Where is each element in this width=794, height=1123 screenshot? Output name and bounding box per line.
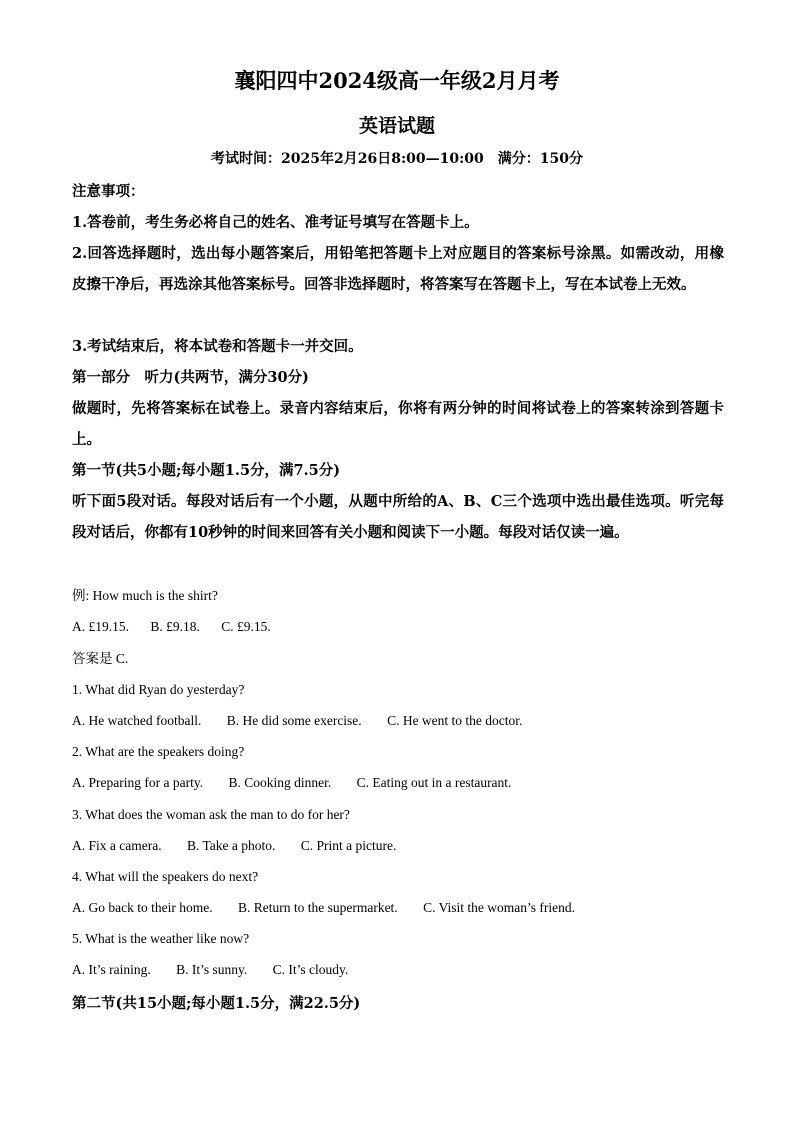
question-2-option-c: C. Eating out in a restaurant. <box>356 775 512 790</box>
section1-instruction: 听下面5段对话。每段对话后有一个小题，从题中所给的A、B、C三个选项中选出最佳选项。听完每段对话后，你都有10秒钟的时间来回答有关小题和阅读下一小题。每段对话仅读一遍。 <box>72 493 724 541</box>
notice-item-1: 1.答卷前，考生务必将自己的姓名、准考证号填写在答题卡上。 <box>72 214 479 231</box>
question-1-option-b: B. He did some exercise. <box>226 713 362 728</box>
example-answer: 答案是 C. <box>72 651 129 666</box>
question-2-option-a: A. Preparing for a party. <box>72 775 204 790</box>
question-5: 5. What is the weather like now? <box>72 931 250 946</box>
question-5-option-c: C. It’s cloudy. <box>272 962 349 977</box>
part1-instruction: 做题时，先将答案标在试卷上。录音内容结束后，你将有两分钟的时间将试卷上的答案转涂到答题卡上。 <box>72 400 724 448</box>
section2-heading: 第二节(共15小题;每小题1.5分，满22.5分) <box>72 995 361 1012</box>
question-2: 2. What are the speakers doing? <box>72 744 245 759</box>
question-1: 1. What did Ryan do yesterday? <box>72 682 245 697</box>
example-option-a: A. £19.15. <box>72 619 129 634</box>
question-4-option-b: B. Return to the supermarket. <box>237 900 398 915</box>
notice-item-2: 2.回答选择题时，选出每小题答案后，用铅笔把答题卡上对应题目的答案标号涂黑。如需改动，用橡皮擦干净后，再选涂其他答案标号。回答非选择题时，将答案写在答题卡上，写在本试卷上无效。 <box>72 245 724 293</box>
question-5-options <box>72 960 724 980</box>
question-5-option-a: A. It’s raining. <box>72 962 151 977</box>
question-2-options <box>72 773 724 793</box>
question-4-option-c: C. Visit the woman’s friend. <box>423 900 575 915</box>
example-option-b: B. £9.18. <box>150 619 200 634</box>
question-1-option-a: A. He watched football. <box>72 713 202 728</box>
question-2-option-b: B. Cooking dinner. <box>228 775 332 790</box>
question-4-option-a: A. Go back to their home. <box>72 900 213 915</box>
question-3-option-b: B. Take a photo. <box>186 838 276 853</box>
exam-title: 襄阳四中2024级高一年级2月月考 <box>234 68 560 93</box>
question-3-option-a: A. Fix a camera. <box>72 838 162 853</box>
question-1-options <box>72 711 724 731</box>
section1-heading: 第一节(共5小题;每小题1.5分，满7.5分) <box>72 462 341 479</box>
exam-subject: 英语试题 <box>358 115 435 137</box>
question-4: 4. What will the speakers do next? <box>72 869 259 884</box>
notice-item-3: 3.考试结束后，将本试卷和答题卡一并交回。 <box>72 338 363 355</box>
question-3: 3. What does the woman ask the man to do for her? <box>72 807 350 822</box>
example-options <box>72 617 724 637</box>
part1-heading: 第一部分 听力(共两节，满分30分) <box>72 369 309 386</box>
question-1-option-c: C. He went to the doctor. <box>387 713 523 728</box>
example-option-c: C. £9.15. <box>221 619 271 634</box>
question-3-option-c: C. Print a picture. <box>300 838 397 853</box>
question-4-options <box>72 898 724 918</box>
question-5-option-b: B. It’s sunny. <box>176 962 248 977</box>
question-3-options <box>72 836 724 856</box>
example-question: 例: How much is the shirt? <box>72 588 218 603</box>
exam-info: 考试时间：2025年2月26日8:00—10:00 满分：150分 <box>211 151 583 167</box>
notice-heading: 注意事项： <box>72 183 145 200</box>
